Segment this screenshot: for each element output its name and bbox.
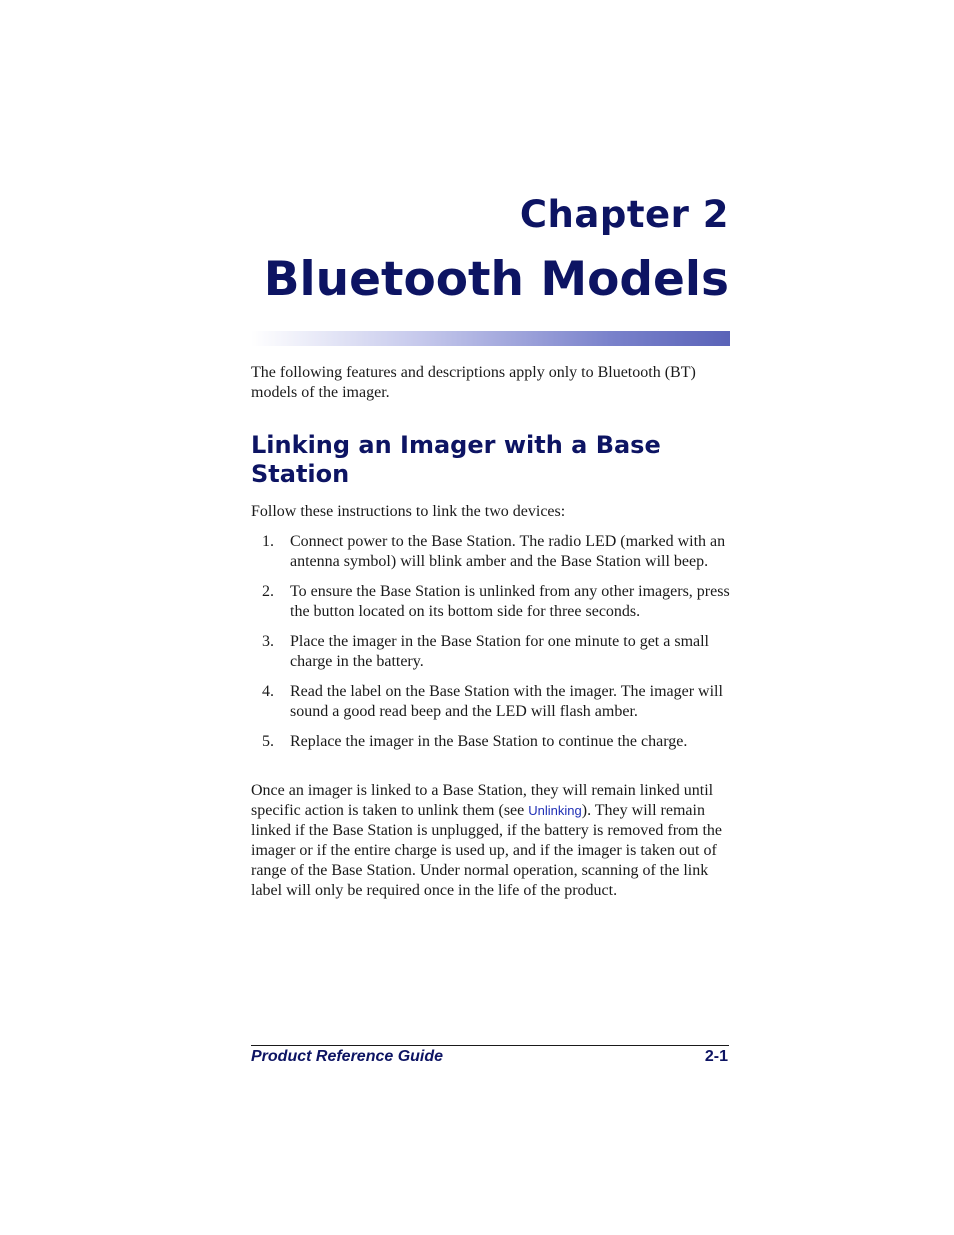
closing-paragraph	[251, 781, 731, 901]
step-number: 4.	[262, 683, 274, 700]
step-text: Connect power to the Base Station. The radio LED (marked with an antenna symbol) will blink amber and the Base Station will beep.	[290, 533, 726, 570]
list-item	[251, 682, 731, 722]
section-lead: Follow these instructions to link the two devices:	[251, 503, 566, 520]
list-item	[251, 532, 731, 572]
step-number: 3.	[262, 633, 274, 650]
footer-title: Product Reference Guide	[251, 1048, 444, 1065]
footer-rule	[251, 1045, 729, 1046]
step-number: 2.	[262, 583, 274, 600]
list-item	[251, 632, 731, 672]
page-number: 2-1	[704, 1048, 728, 1065]
section-heading: Linking an Imager with a Base Station	[251, 431, 661, 488]
chapter-divider-bar	[251, 331, 730, 346]
list-item	[251, 582, 731, 622]
step-number: 5.	[262, 733, 274, 750]
step-list	[251, 532, 731, 762]
step-text: Place the imager in the Base Station for one minute to get a small charge in the battery.	[290, 633, 709, 670]
list-item	[251, 732, 731, 752]
unlinking-link[interactable]: Unlinking	[528, 803, 582, 818]
step-text: Replace the imager in the Base Station to continue the charge.	[290, 733, 688, 750]
closing-text-after: ). They will remain linked if the Base Station is unplugged, if the battery is removed from the imager or if the entire charge is used up, and if the imager is taken out of range of the Base Station. Under normal operation, scanning of the link label will only be required once in the life of the product.	[251, 802, 723, 899]
closing-text-before: Once an imager is linked to a Base Station, they will remain linked until specific action is taken to unlink them (see	[251, 782, 714, 819]
chapter-title: Bluetooth Models	[263, 252, 729, 307]
step-number: 1.	[262, 533, 274, 550]
chapter-label: Chapter 2	[519, 193, 729, 236]
step-text: Read the label on the Base Station with the imager. The imager will sound a good read beep and the LED will flash amber.	[290, 683, 723, 720]
intro-paragraph: The following features and descriptions apply only to Bluetooth (BT) models of the imager.	[251, 364, 696, 401]
step-text: To ensure the Base Station is unlinked from any other imagers, press the button located on its bottom side for three seconds.	[290, 583, 730, 620]
